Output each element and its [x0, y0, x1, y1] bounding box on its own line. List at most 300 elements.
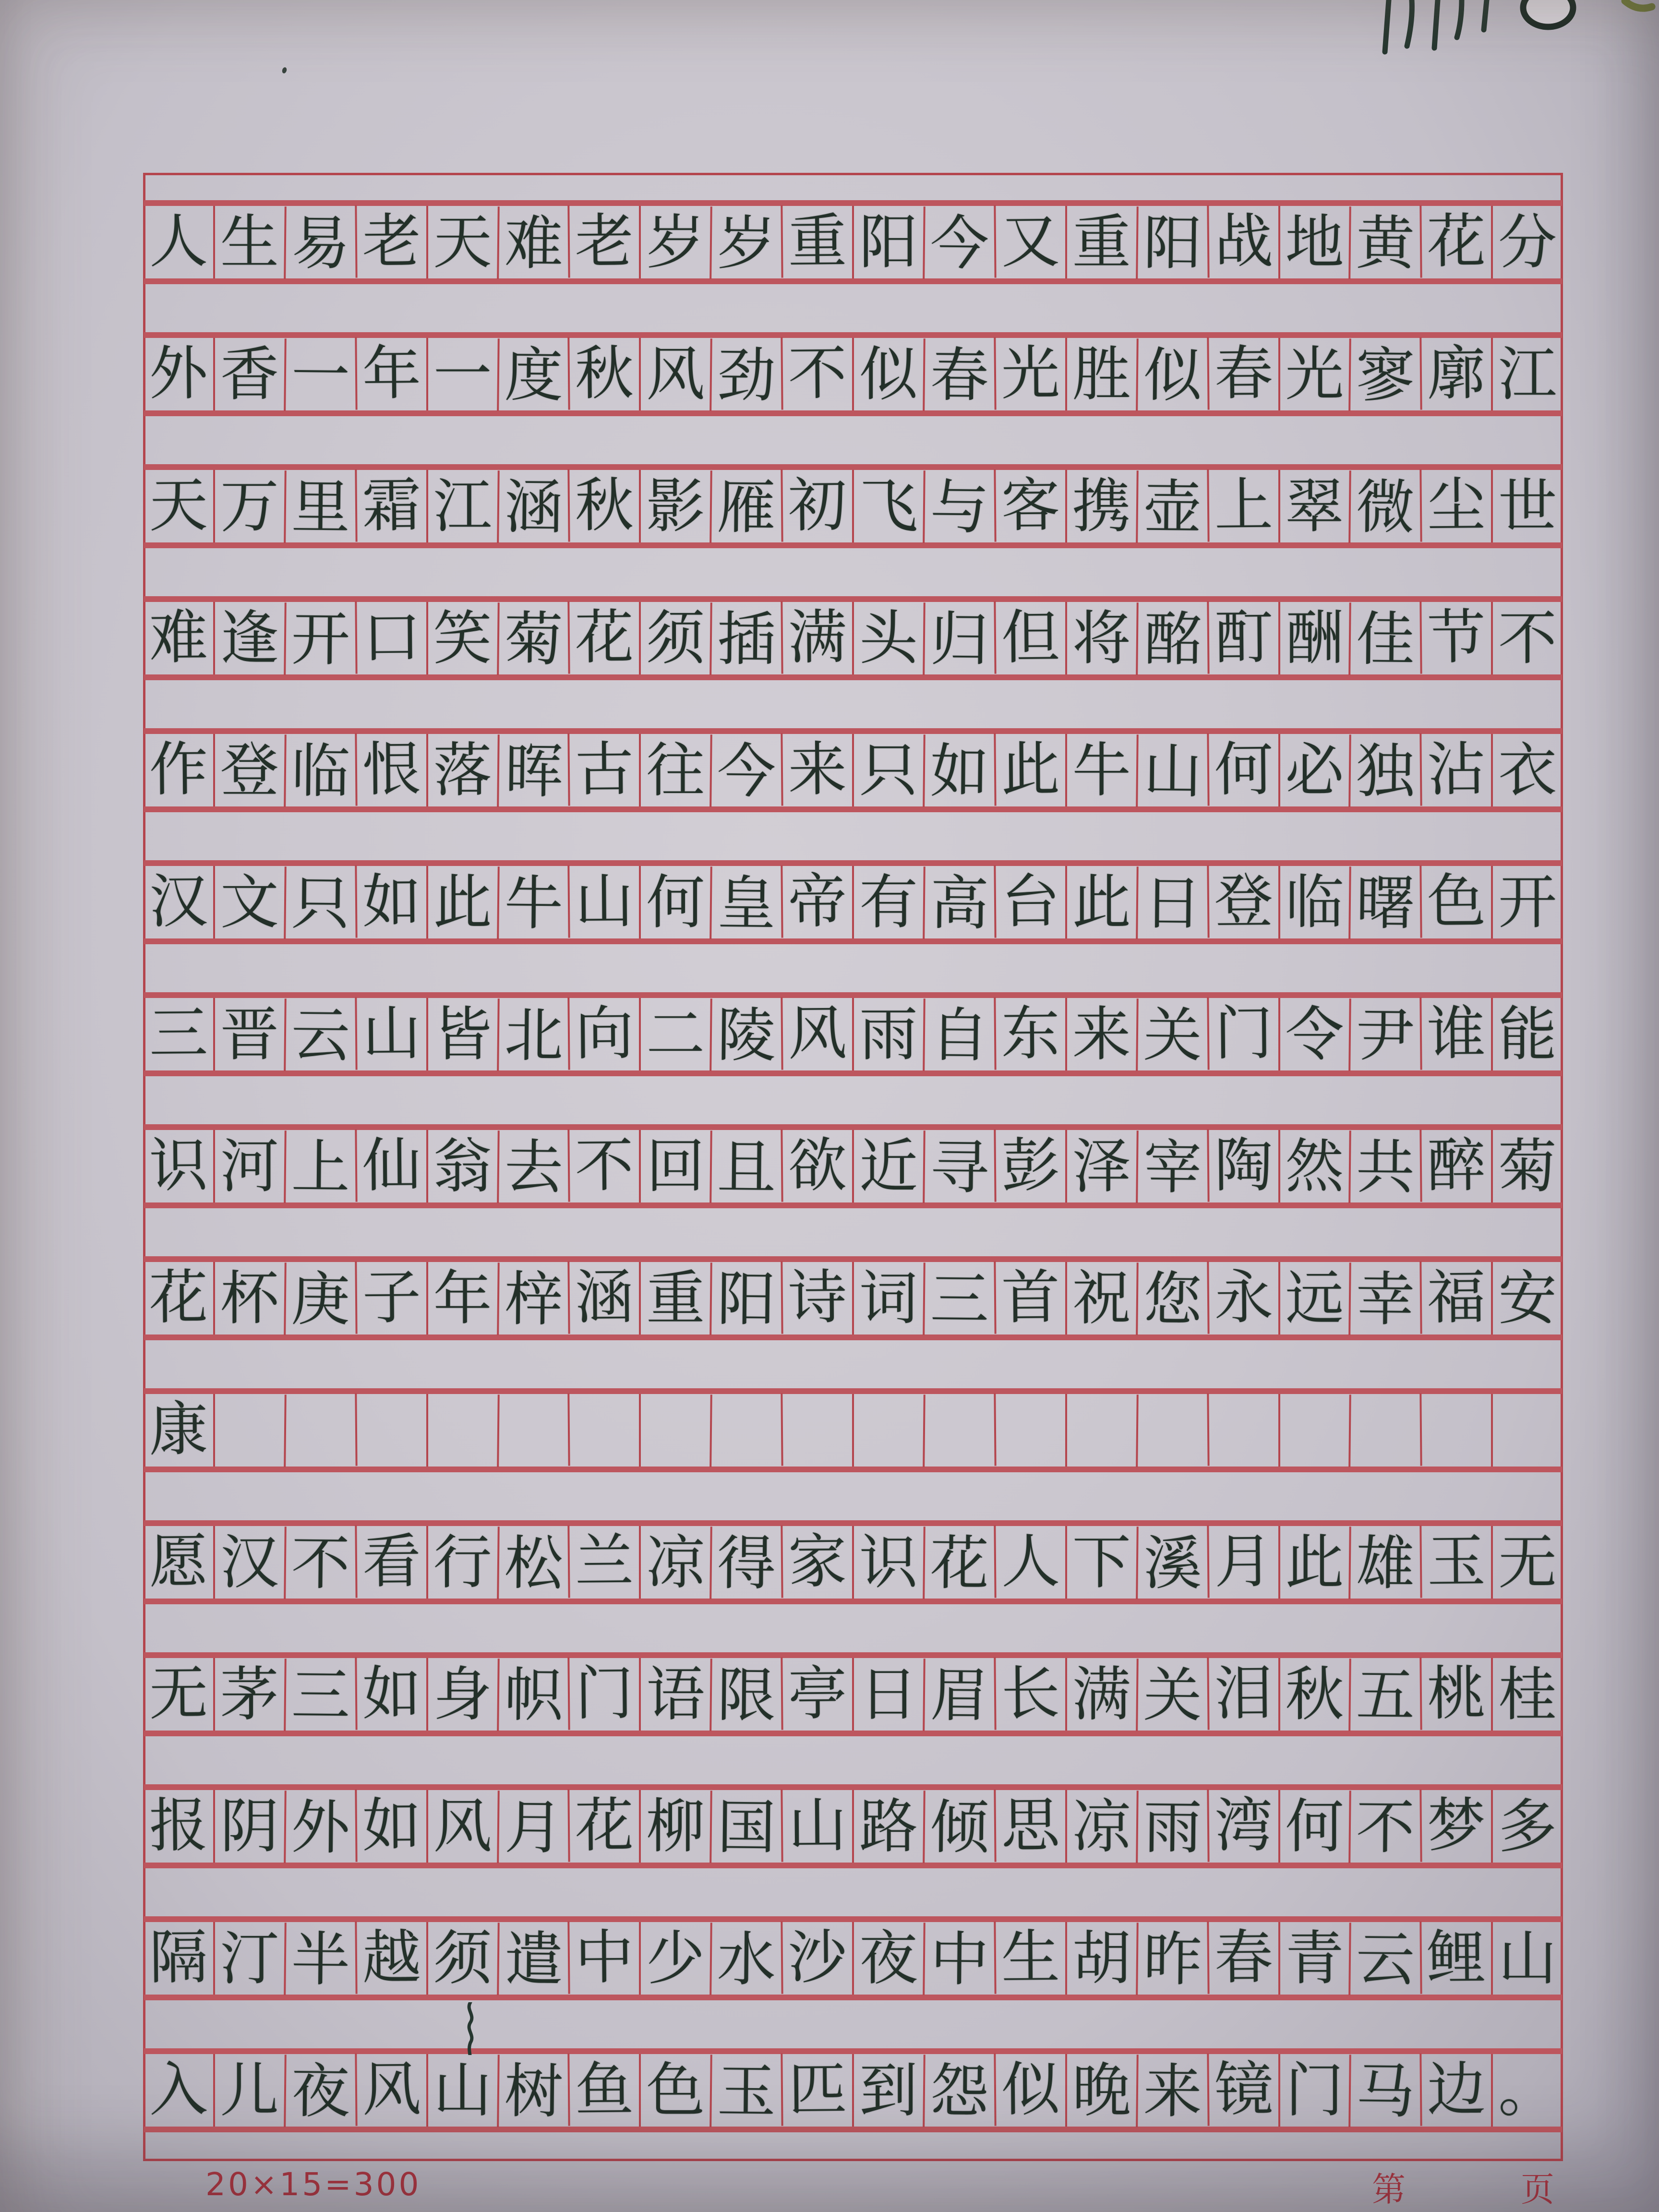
- handwritten-character-cell: 寥: [1349, 338, 1420, 412]
- grid-row: [144, 1124, 1562, 1208]
- handwritten-character-cell: 倾: [923, 1791, 994, 1864]
- handwritten-character-cell: 涵: [497, 470, 568, 544]
- handwritten-character-cell: 月: [497, 1791, 568, 1864]
- handwritten-character-cell: 茅: [213, 1658, 284, 1731]
- handwritten-character-cell: 花: [568, 1789, 639, 1862]
- handwritten-character-cell: 高: [923, 866, 994, 940]
- handwritten-character-cell: 年: [355, 337, 426, 409]
- handwritten-character-cell: 向: [568, 997, 639, 1070]
- handwritten-character-cell: 三: [149, 998, 208, 1068]
- handwritten-character-cell: 今: [923, 206, 994, 280]
- handwritten-character-cell: 遣: [497, 1923, 568, 1996]
- handwritten-character-cell: 光: [994, 337, 1065, 409]
- handwritten-character-cell: 水: [709, 1923, 781, 1996]
- handwritten-character-cell: 隔: [149, 1923, 208, 1992]
- handwritten-character-cell: 春: [923, 338, 994, 412]
- handwritten-character-cell: 文: [213, 866, 284, 938]
- handwritten-character-cell: 家: [781, 1525, 852, 1598]
- handwritten-character-cell: 日: [852, 1658, 923, 1731]
- handwritten-character-cell: 镜: [1207, 2053, 1278, 2126]
- empty-grid-cell: [426, 1394, 497, 1467]
- handwritten-character-cell: 寻: [923, 1130, 994, 1204]
- grid-row: [144, 332, 1562, 416]
- handwritten-character-cell: 不: [568, 1129, 639, 1202]
- handwritten-character-cell: 独: [1349, 734, 1420, 808]
- handwritten-character-cell: 牛: [1065, 734, 1136, 806]
- handwritten-character-cell: 北: [497, 998, 568, 1072]
- handwritten-character-cell: 玉: [1420, 1525, 1491, 1598]
- handwritten-character-cell: 色: [639, 2054, 710, 2127]
- grid-row: [144, 596, 1562, 680]
- handwritten-character-cell: 边: [1420, 2053, 1491, 2126]
- ink-speck: [281, 67, 288, 74]
- handwritten-character-cell: 长: [994, 1657, 1065, 1730]
- handwritten-character-cell: 秋: [568, 337, 639, 409]
- handwritten-character-cell: 老: [568, 204, 639, 277]
- handwritten-character-cell: 将: [1065, 602, 1136, 674]
- stray-flourish-mark: [464, 2002, 476, 2055]
- handwritten-character-cell: 人: [994, 1525, 1065, 1598]
- handwritten-character-cell: 晖: [497, 734, 568, 808]
- handwritten-character-cell: 少: [639, 1922, 710, 1995]
- grid-row: [144, 728, 1562, 812]
- handwritten-character-cell: 皆: [426, 998, 497, 1070]
- handwritten-character-cell: 无: [1491, 1526, 1562, 1599]
- handwritten-character-cell: 逢: [213, 602, 284, 674]
- handwritten-character-cell: 岁: [709, 206, 781, 280]
- handwritten-character-cell: 风: [781, 997, 852, 1070]
- handwritten-character-cell: 鲤: [1420, 1921, 1491, 1994]
- grid-row: [144, 1388, 1562, 1472]
- handwritten-character-cell: 越: [355, 1921, 426, 1994]
- empty-grid-cell: [1065, 1394, 1136, 1467]
- empty-grid-cell: [497, 1395, 568, 1468]
- handwritten-character-cell: 似: [994, 2053, 1065, 2126]
- handwritten-character-cell: 行: [426, 1526, 497, 1599]
- handwritten-character-cell: 风: [426, 1790, 497, 1863]
- stray-pen-marks: [1318, 0, 1659, 67]
- handwritten-character-cell: 来: [1136, 2055, 1207, 2128]
- empty-grid-cell: [639, 1394, 710, 1467]
- grid-row: [144, 200, 1562, 284]
- handwritten-character-cell: 黄: [1349, 206, 1420, 280]
- handwritten-character-cell: 古: [568, 733, 639, 805]
- handwritten-character-cell: 泽: [1065, 1130, 1136, 1202]
- handwritten-character-cell: 日: [1136, 866, 1207, 940]
- handwritten-character-cell: 您: [1136, 1262, 1207, 1336]
- handwritten-character-cell: 廓: [1420, 337, 1491, 409]
- handwritten-character-cell: 花: [923, 1527, 994, 1600]
- handwritten-character-cell: 识: [149, 1130, 208, 1200]
- handwritten-character-cell: 柳: [639, 1790, 710, 1863]
- handwritten-character-cell: 但: [994, 601, 1065, 673]
- handwritten-character-cell: 曙: [1349, 866, 1420, 940]
- handwritten-character-cell: 只: [284, 866, 355, 940]
- handwritten-character-cell: 门: [568, 1657, 639, 1730]
- empty-grid-cell: [1136, 1395, 1207, 1468]
- handwritten-character-cell: 令: [1278, 998, 1349, 1070]
- handwritten-character-cell: 劲: [709, 338, 781, 412]
- handwritten-character-cell: 能: [1491, 998, 1562, 1070]
- handwritten-character-cell: 涵: [568, 1261, 639, 1334]
- handwritten-character-cell: 一: [284, 338, 355, 412]
- handwritten-character-cell: 多: [1491, 1790, 1562, 1863]
- handwritten-character-cell: 此: [994, 733, 1065, 805]
- handwritten-character-cell: 识: [852, 1526, 923, 1599]
- handwritten-character-cell: 眉: [923, 1659, 994, 1732]
- handwritten-character-cell: 似: [852, 338, 923, 410]
- handwritten-character-cell: 永: [1207, 1261, 1278, 1334]
- handwritten-character-cell: 溪: [1136, 1527, 1207, 1600]
- handwritten-character-cell: 阳: [852, 206, 923, 278]
- empty-grid-cell: [568, 1393, 639, 1466]
- handwritten-character-cell: 自: [923, 998, 994, 1072]
- handwritten-character-cell: 。: [1491, 2054, 1562, 2127]
- handwritten-character-cell: 春: [1207, 337, 1278, 409]
- handwritten-character-cell: 此: [426, 866, 497, 938]
- handwritten-character-cell: 头: [852, 602, 923, 674]
- handwritten-character-cell: 外: [149, 338, 208, 408]
- handwritten-character-cell: 胜: [1065, 338, 1136, 410]
- handwritten-character-cell: 来: [781, 733, 852, 805]
- handwritten-character-cell: 下: [1065, 1526, 1136, 1599]
- empty-grid-cell: [1278, 1394, 1349, 1467]
- grid-row: [144, 2048, 1562, 2132]
- handwritten-character-cell: 云: [284, 998, 355, 1072]
- handwritten-character-cell: 战: [1207, 204, 1278, 277]
- handwritten-character-cell: 笑: [426, 602, 497, 674]
- handwritten-character-cell: 首: [994, 1261, 1065, 1334]
- handwritten-character-cell: 愿: [149, 1527, 208, 1596]
- handwritten-character-cell: 三: [284, 1659, 355, 1732]
- handwritten-character-cell: 如: [923, 734, 994, 808]
- empty-grid-cell: [355, 1393, 426, 1466]
- handwritten-character-cell: 凉: [1065, 1790, 1136, 1863]
- handwritten-character-cell: 夜: [852, 1922, 923, 1995]
- handwritten-character-cell: 然: [1278, 1130, 1349, 1202]
- handwritten-character-cell: 河: [213, 1130, 284, 1202]
- handwritten-character-cell: 往: [639, 734, 710, 806]
- grid-row: [144, 1256, 1562, 1340]
- handwritten-character-cell: 中: [568, 1921, 639, 1994]
- handwritten-character-cell: 鱼: [568, 2053, 639, 2126]
- handwritten-character-cell: 语: [639, 1658, 710, 1731]
- handwritten-character-cell: 登: [1207, 865, 1278, 938]
- handwritten-character-cell: 开: [284, 602, 355, 676]
- handwritten-character-cell: 皇: [709, 866, 781, 940]
- composition-grid: [143, 173, 1563, 2161]
- handwritten-character-cell: 世: [1491, 470, 1562, 542]
- handwritten-character-cell: 匹: [781, 2053, 852, 2126]
- handwritten-character-cell: 牛: [497, 866, 568, 940]
- handwritten-character-cell: 词: [852, 1262, 923, 1334]
- handwritten-character-cell: 醉: [1420, 1129, 1491, 1202]
- handwritten-character-cell: 上: [1207, 469, 1278, 541]
- handwritten-character-cell: 来: [1065, 998, 1136, 1070]
- handwritten-character-cell: 雁: [709, 470, 781, 544]
- handwritten-character-cell: 晋: [213, 998, 284, 1070]
- handwritten-character-cell: 汀: [213, 1922, 284, 1995]
- handwritten-character-cell: 子: [355, 1261, 426, 1334]
- handwritten-character-cell: 有: [852, 866, 923, 938]
- handwritten-character-cell: 桃: [1420, 1657, 1491, 1730]
- handwritten-character-cell: 春: [1207, 1921, 1278, 1994]
- handwritten-character-cell: 度: [497, 338, 568, 412]
- handwritten-character-cell: 翁: [426, 1130, 497, 1202]
- handwritten-character-cell: 似: [1136, 338, 1207, 412]
- handwritten-character-cell: 中: [923, 1923, 994, 1996]
- handwritten-character-cell: 必: [1278, 734, 1349, 806]
- handwritten-character-cell: 杯: [213, 1262, 284, 1334]
- handwritten-character-cell: 梓: [497, 1262, 568, 1336]
- handwritten-character-cell: 帜: [497, 1659, 568, 1732]
- handwritten-character-cell: 山: [1136, 734, 1207, 808]
- empty-grid-cell: [1349, 1395, 1420, 1468]
- handwritten-character-cell: 夜: [284, 2055, 355, 2128]
- handwritten-character-cell: 影: [639, 470, 710, 542]
- handwritten-character-cell: 梦: [1420, 1789, 1491, 1862]
- handwritten-character-cell: 国: [709, 1791, 781, 1864]
- empty-grid-cell: [284, 1395, 355, 1468]
- handwritten-character-cell: 彭: [994, 1129, 1065, 1202]
- handwritten-character-cell: 光: [1278, 338, 1349, 410]
- handwritten-character-cell: 宰: [1136, 1130, 1207, 1204]
- capacity-label: 20×15=300: [205, 2166, 421, 2203]
- handwritten-character-cell: 归: [923, 602, 994, 676]
- handwritten-character-cell: 亭: [781, 1657, 852, 1730]
- handwritten-character-cell: 衣: [1491, 734, 1562, 806]
- handwritten-character-cell: 山: [1491, 1922, 1562, 1995]
- handwritten-character-cell: 须: [426, 1922, 497, 1995]
- handwritten-character-cell: 秋: [568, 469, 639, 541]
- handwritten-character-cell: 关: [1136, 1659, 1207, 1732]
- handwritten-character-cell: 得: [709, 1527, 781, 1600]
- handwritten-character-cell: 欲: [781, 1129, 852, 1202]
- handwritten-character-cell: 与: [923, 470, 994, 544]
- handwritten-character-cell: 树: [497, 2055, 568, 2128]
- handwritten-character-cell: 插: [709, 602, 781, 676]
- handwritten-character-cell: 帝: [781, 865, 852, 938]
- handwritten-character-cell: 满: [781, 601, 852, 673]
- handwritten-character-cell: 二: [639, 998, 710, 1070]
- handwritten-character-cell: 登: [213, 734, 284, 806]
- handwritten-character-cell: 雄: [1349, 1527, 1420, 1600]
- handwritten-character-cell: 如: [355, 865, 426, 938]
- handwritten-character-cell: 作: [149, 734, 208, 804]
- handwritten-character-cell: 难: [497, 206, 568, 280]
- handwritten-character-cell: 回: [639, 1130, 710, 1202]
- handwritten-character-cell: 何: [639, 866, 710, 938]
- handwritten-character-cell: 五: [1349, 1659, 1420, 1732]
- handwritten-character-cell: 如: [355, 1789, 426, 1862]
- handwritten-character-cell: 晚: [1065, 2054, 1136, 2127]
- handwritten-character-cell: 花: [1420, 204, 1491, 277]
- handwritten-character-cell: 分: [1491, 206, 1562, 278]
- handwritten-character-cell: 马: [1349, 2055, 1420, 2128]
- handwritten-character-cell: 秋: [1278, 1658, 1349, 1731]
- handwritten-character-cell: 不: [781, 337, 852, 409]
- handwritten-character-cell: 易: [284, 206, 355, 280]
- handwritten-character-cell: 兰: [568, 1525, 639, 1598]
- handwritten-character-cell: 湾: [1207, 1789, 1278, 1862]
- handwritten-character-cell: 风: [355, 2053, 426, 2126]
- handwritten-character-cell: 佳: [1349, 602, 1420, 676]
- handwritten-character-cell: 三: [923, 1262, 994, 1336]
- handwritten-character-cell: 儿: [213, 2054, 284, 2127]
- handwritten-character-cell: 初: [781, 469, 852, 541]
- handwritten-character-cell: 重: [639, 1262, 710, 1334]
- handwritten-character-cell: 客: [994, 469, 1065, 541]
- handwritten-character-cell: 山: [568, 865, 639, 938]
- handwritten-character-cell: 外: [284, 1791, 355, 1864]
- handwritten-character-cell: 不: [1491, 602, 1562, 674]
- handwritten-character-cell: 汉: [149, 866, 208, 936]
- handwritten-character-cell: 上: [284, 1130, 355, 1204]
- handwritten-character-cell: 山: [426, 2054, 497, 2127]
- handwritten-character-cell: 不: [284, 1527, 355, 1600]
- handwritten-character-cell: 花: [568, 601, 639, 673]
- handwritten-character-cell: 诗: [781, 1261, 852, 1334]
- handwritten-character-cell: 临: [1278, 866, 1349, 938]
- handwritten-character-cell: 谁: [1420, 997, 1491, 1070]
- handwritten-character-cell: 陶: [1207, 1129, 1278, 1202]
- handwritten-character-cell: 酩: [1136, 602, 1207, 676]
- handwritten-character-cell: 又: [994, 204, 1065, 277]
- handwritten-character-cell: 关: [1136, 998, 1207, 1072]
- handwritten-character-cell: 桂: [1491, 1658, 1562, 1731]
- empty-grid-cell: [781, 1393, 852, 1466]
- handwritten-character-cell: 生: [213, 206, 284, 278]
- handwritten-character-cell: 岁: [639, 206, 710, 278]
- handwritten-character-cell: 色: [1420, 865, 1491, 938]
- handwritten-character-cell: 飞: [852, 470, 923, 542]
- handwritten-character-cell: 此: [1065, 866, 1136, 938]
- handwritten-character-cell: 须: [639, 602, 710, 674]
- handwritten-character-cell: 近: [852, 1130, 923, 1202]
- empty-grid-cell: [994, 1393, 1065, 1466]
- handwritten-character-cell: 难: [149, 602, 208, 672]
- handwritten-character-cell: 云: [1349, 1923, 1420, 1996]
- handwritten-character-cell: 昨: [1136, 1923, 1207, 1996]
- handwritten-character-cell: 翠: [1278, 470, 1349, 542]
- handwritten-character-cell: 雨: [1136, 1791, 1207, 1864]
- handwritten-character-cell: 老: [355, 204, 426, 277]
- handwritten-character-cell: 生: [994, 1921, 1065, 1994]
- handwritten-character-cell: 天: [149, 470, 208, 540]
- handwritten-character-cell: 泪: [1207, 1657, 1278, 1730]
- handwritten-character-cell: 口: [355, 601, 426, 673]
- handwritten-character-cell: 阳: [1136, 206, 1207, 280]
- empty-grid-cell: [1207, 1393, 1278, 1466]
- handwritten-character-cell: 节: [1420, 601, 1491, 673]
- empty-grid-cell: [1420, 1393, 1491, 1466]
- handwritten-character-cell: 携: [1065, 470, 1136, 542]
- handwritten-character-cell: 重: [781, 204, 852, 277]
- handwritten-character-cell: 菊: [497, 602, 568, 676]
- handwritten-character-cell: 年: [426, 1262, 497, 1334]
- grid-row: [144, 1916, 1562, 2000]
- handwritten-character-cell: 幸: [1349, 1262, 1420, 1336]
- grid-row: [144, 464, 1562, 548]
- grid-row: [144, 860, 1562, 944]
- page-number-suffix: 页: [1521, 2170, 1554, 2209]
- handwritten-character-cell: 思: [994, 1789, 1065, 1862]
- handwritten-character-cell: 临: [284, 734, 355, 808]
- handwritten-character-cell: 远: [1278, 1262, 1349, 1334]
- handwritten-character-cell: 今: [709, 734, 781, 808]
- handwritten-character-cell: 雨: [852, 998, 923, 1070]
- handwritten-character-cell: 尘: [1420, 469, 1491, 541]
- handwritten-character-cell: 去: [497, 1130, 568, 1204]
- handwritten-character-cell: 报: [149, 1791, 208, 1860]
- handwritten-character-cell: 不: [1349, 1791, 1420, 1864]
- handwritten-character-cell: 酊: [1207, 601, 1278, 673]
- handwritten-character-cell: 凉: [639, 1526, 710, 1599]
- handwritten-character-cell: 庚: [284, 1262, 355, 1336]
- handwritten-character-cell: 万: [213, 470, 284, 542]
- handwritten-character-cell: 玉: [709, 2055, 781, 2128]
- handwritten-character-cell: 半: [284, 1923, 355, 1996]
- handwritten-character-cell: 到: [852, 2054, 923, 2127]
- handwritten-character-cell: 酬: [1278, 602, 1349, 674]
- handwritten-character-cell: 香: [213, 338, 284, 410]
- handwritten-character-cell: 何: [1278, 1790, 1349, 1863]
- handwritten-character-cell: 山: [781, 1789, 852, 1862]
- handwritten-character-cell: 路: [852, 1790, 923, 1863]
- empty-grid-cell: [852, 1394, 923, 1467]
- handwritten-character-cell: 门: [1278, 2054, 1349, 2127]
- grid-row: [144, 1520, 1562, 1604]
- handwritten-character-cell: 门: [1207, 997, 1278, 1070]
- handwritten-character-cell: 风: [639, 338, 710, 410]
- grid-row: [144, 992, 1562, 1076]
- empty-grid-cell: [213, 1394, 284, 1467]
- handwritten-character-cell: 入: [149, 2055, 208, 2124]
- handwritten-character-cell: 重: [1065, 206, 1136, 278]
- handwritten-character-cell: 人: [149, 206, 208, 276]
- handwritten-character-cell: 壶: [1136, 470, 1207, 544]
- handwritten-character-cell: 恨: [355, 733, 426, 805]
- handwritten-character-cell: 祝: [1065, 1262, 1136, 1334]
- handwritten-character-cell: 尹: [1349, 998, 1420, 1072]
- handwritten-character-cell: 青: [1278, 1922, 1349, 1995]
- handwritten-character-cell: 身: [426, 1658, 497, 1731]
- grid-row: [144, 1652, 1562, 1736]
- handwritten-character-cell: 天: [426, 206, 497, 278]
- handwritten-character-cell: 地: [1278, 206, 1349, 278]
- handwritten-character-cell: 阴: [213, 1790, 284, 1863]
- handwritten-character-cell: 如: [355, 1657, 426, 1730]
- handwritten-character-cell: 汉: [213, 1526, 284, 1599]
- handwritten-character-cell: 江: [426, 470, 497, 542]
- handwritten-character-cell: 里: [284, 470, 355, 544]
- handwritten-character-cell: 东: [994, 997, 1065, 1070]
- empty-grid-cell: [923, 1395, 994, 1468]
- handwritten-character-cell: 共: [1349, 1130, 1420, 1204]
- empty-grid-cell: [709, 1395, 781, 1468]
- handwritten-character-cell: 此: [1278, 1526, 1349, 1599]
- handwritten-character-cell: 微: [1349, 470, 1420, 544]
- handwritten-character-cell: 落: [426, 734, 497, 806]
- handwritten-character-cell: 一: [426, 338, 497, 410]
- handwritten-character-cell: 福: [1420, 1261, 1491, 1334]
- empty-grid-cell: [1491, 1394, 1562, 1467]
- handwritten-character-cell: 且: [709, 1130, 781, 1204]
- handwritten-character-cell: 沙: [781, 1921, 852, 1994]
- handwritten-character-cell: 看: [355, 1525, 426, 1598]
- handwritten-character-cell: 怨: [923, 2055, 994, 2128]
- handwritten-character-cell: 仙: [355, 1129, 426, 1202]
